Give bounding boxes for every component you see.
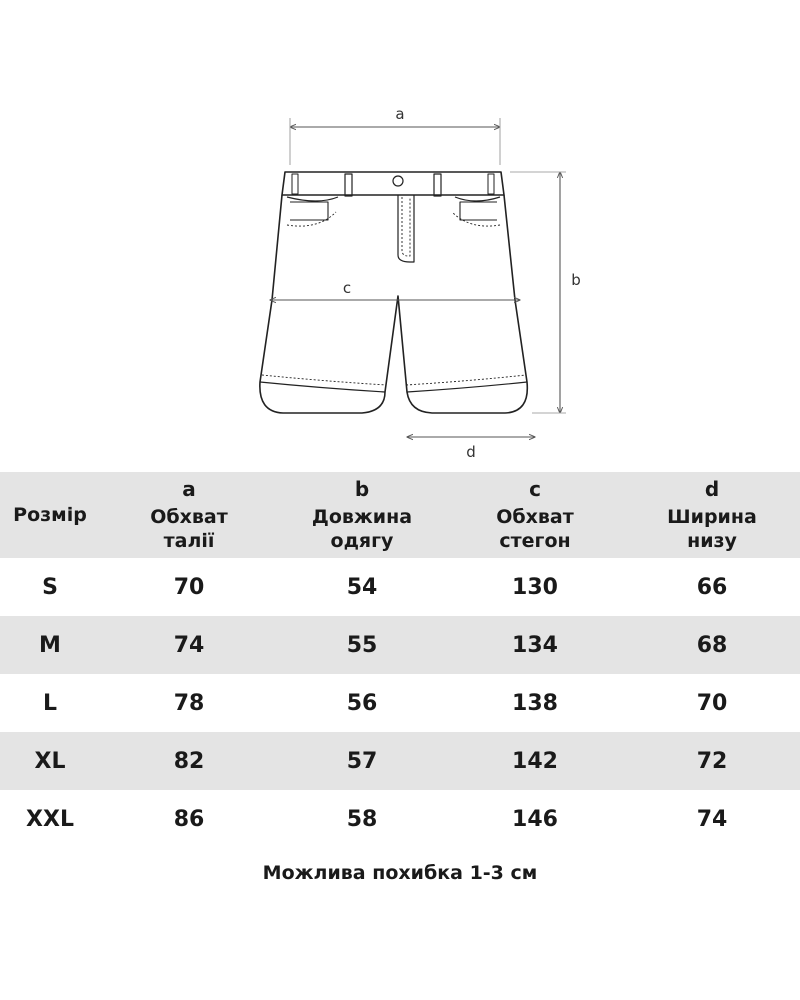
header-size: Розмір [13, 504, 87, 526]
dimension-a-label: a [395, 105, 405, 123]
waist-cell: 74 [173, 632, 205, 658]
hips-cell: 138 [512, 690, 558, 716]
table-row [0, 732, 800, 790]
dimension-c-label: c [342, 279, 352, 297]
hips-cell: 146 [512, 806, 558, 832]
hem-cell: 70 [696, 690, 728, 716]
length-cell: 58 [346, 806, 378, 832]
hem-cell: 74 [696, 806, 728, 832]
hips-cell: 130 [512, 574, 558, 600]
waist-cell: 70 [173, 574, 205, 600]
dimension-a [290, 118, 500, 165]
table-row [0, 674, 800, 732]
waist-cell: 82 [173, 748, 205, 774]
size-cell: L [42, 690, 58, 716]
header-hem-width: d Ширина низу [667, 477, 757, 552]
waist-cell: 78 [173, 690, 205, 716]
size-cell: XXL [26, 806, 74, 832]
length-cell: 54 [346, 574, 378, 600]
shorts-outline [260, 172, 527, 413]
header-length: b Довжина одягу [311, 477, 413, 552]
header-waist: a Обхват талії [150, 477, 228, 552]
dimension-d-label: d [466, 443, 476, 461]
tolerance-note: Можлива похибка 1-3 см [262, 862, 538, 884]
table-row [0, 790, 800, 848]
header-hips: c Обхват стегон [496, 477, 574, 552]
shorts-measurement-diagram [0, 0, 800, 470]
table-row [0, 558, 800, 616]
size-cell: M [39, 632, 61, 658]
size-cell: S [42, 574, 58, 600]
hips-cell: 142 [512, 748, 558, 774]
length-cell: 56 [346, 690, 378, 716]
table-row [0, 616, 800, 674]
hips-cell: 134 [512, 632, 558, 658]
size-cell: XL [34, 748, 66, 774]
dimension-b [510, 172, 566, 413]
hem-cell: 68 [696, 632, 728, 658]
dimension-b-label: b [571, 271, 581, 289]
hem-cell: 72 [696, 748, 728, 774]
table-header-row [0, 472, 800, 558]
size-table [0, 472, 800, 848]
length-cell: 55 [346, 632, 378, 658]
length-cell: 57 [346, 748, 378, 774]
waist-cell: 86 [173, 806, 205, 832]
hem-cell: 66 [696, 574, 728, 600]
